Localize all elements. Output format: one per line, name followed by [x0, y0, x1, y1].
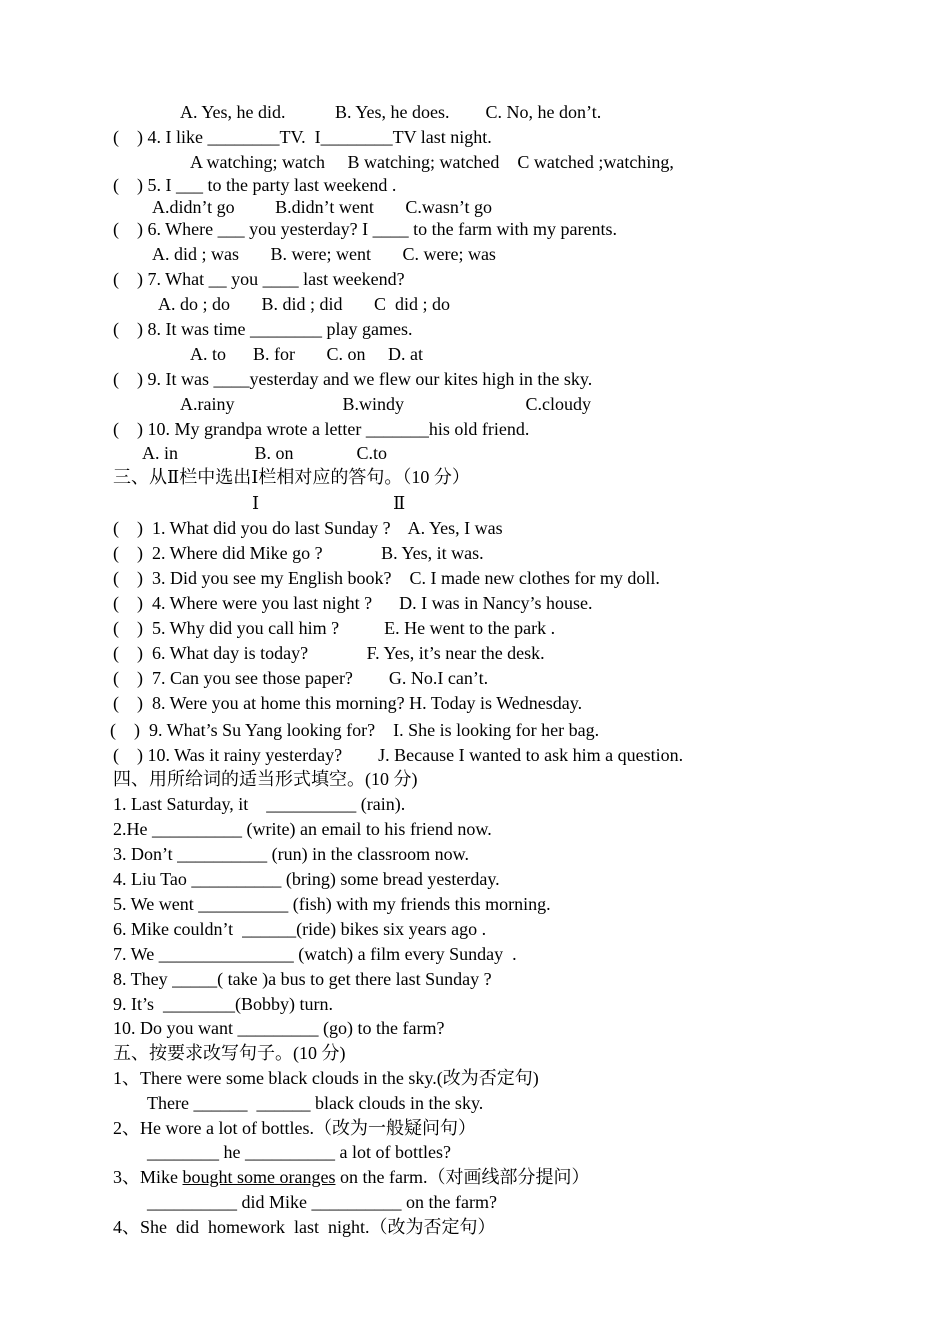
match-row-10: ( ) 10. Was it rainy yesterday? J. Because I wanted to ask him a question.	[113, 745, 684, 765]
rewrite-answer-1: There ______ ______ black clouds in the sky.	[147, 1093, 484, 1113]
fill-item-6: 6. Mike couldn’t ______(ride) bikes six years ago .	[113, 919, 487, 939]
fill-item-9: 9. It’s ________(Bobby) turn.	[113, 994, 333, 1014]
question-4: ( ) 4. I like ________TV. I________TV last night.	[113, 127, 492, 147]
match-row-3: ( ) 3. Did you see my English book? C. I made new clothes for my doll.	[113, 568, 660, 588]
match-row-4: ( ) 4. Where were you last night ? D. I was in Nancy’s house.	[113, 593, 593, 613]
match-row-1: ( ) 1. What did you do last Sunday ? A. Yes, I was	[113, 518, 503, 538]
rewrite-item-4: 4、She did homework last night.（改为否定句）	[113, 1217, 496, 1237]
fill-item-2: 2.He __________ (write) an email to his friend now.	[113, 819, 492, 839]
fill-item-10: 10. Do you want _________ (go) to the farm?	[113, 1018, 445, 1038]
q9-options: A.rainy B.windy C.cloudy	[180, 394, 591, 414]
column-2-label: Ⅱ	[393, 493, 406, 513]
rewrite-answer-3: __________ did Mike __________ on the farm?	[147, 1192, 497, 1212]
match-row-8: ( ) 8. Were you at home this morning? H. Today is Wednesday.	[113, 693, 583, 713]
match-row-2: ( ) 2. Where did Mike go ? B. Yes, it was.	[113, 543, 484, 563]
rewrite-item-2: 2、He wore a lot of bottles.（改为一般疑问句）	[113, 1118, 476, 1138]
fill-item-8: 8. They _____( take )a bus to get there last Sunday ?	[113, 969, 492, 989]
question-10: ( ) 10. My grandpa wrote a letter _______his old friend.	[113, 419, 530, 439]
section-5-heading: 五、按要求改写句子。(10 分)	[113, 1043, 346, 1063]
match-row-6: ( ) 6. What day is today? F. Yes, it’s near the desk.	[113, 643, 545, 663]
question-8: ( ) 8. It was time ________ play games.	[113, 319, 413, 339]
rewrite-item-3	[113, 1166, 589, 1188]
match-row-7: ( ) 7. Can you see those paper? G. No.I can’t.	[113, 668, 489, 688]
question-7: ( ) 7. What __ you ____ last weekend?	[113, 269, 405, 289]
q5-options: A.didn’t go B.didn’t went C.wasn’t go	[152, 197, 493, 217]
match-row-5: ( ) 5. Why did you call him ? E. He went to the park .	[113, 618, 556, 638]
q10-options: A. in B. on C.to	[142, 443, 388, 463]
q7-options: A. do ; do B. did ; did C did ; do	[158, 294, 451, 314]
rewrite-item-1: 1、There were some black clouds in the sky.(改为否定句)	[113, 1068, 539, 1088]
match-row-9: ( ) 9. What’s Su Yang looking for? I. She is looking for her bag.	[110, 720, 600, 740]
section-4-heading: 四、用所给词的适当形式填空。(10 分)	[113, 769, 418, 789]
rewrite-item-3-prefix: 3、Mike	[113, 1167, 183, 1187]
question-5: ( ) 5. I ___ to the party last weekend .	[113, 175, 397, 195]
fill-item-1: 1. Last Saturday, it __________ (rain).	[113, 794, 406, 814]
q4-options: A watching; watch B watching; watched C watched ;watching,	[190, 152, 674, 172]
question-6: ( ) 6. Where ___ you yesterday? I ____ to the farm with my parents.	[113, 219, 618, 239]
fill-item-3: 3. Don’t __________ (run) in the classroom now.	[113, 844, 469, 864]
column-1-label: Ⅰ	[252, 493, 260, 513]
rewrite-answer-2: ________ he __________ a lot of bottles?	[147, 1142, 451, 1162]
q6-options: A. did ; was B. were; went C. were; was	[152, 244, 496, 264]
q8-options: A. to B. for C. on D. at	[190, 344, 423, 364]
fill-item-4: 4. Liu Tao __________ (bring) some bread yesterday.	[113, 869, 500, 889]
question-9: ( ) 9. It was ____yesterday and we flew our kites high in the sky.	[113, 369, 593, 389]
q3-options: A. Yes, he did. B. Yes, he does. C. No, he don’t.	[180, 102, 602, 122]
rewrite-item-3-suffix: on the farm.（对画线部分提问）	[335, 1167, 590, 1187]
fill-item-5: 5. We went __________ (fish) with my friends this morning.	[113, 894, 551, 914]
rewrite-item-3-underlined: bought some oranges	[182, 1167, 336, 1187]
section-3-heading: 三、从Ⅱ栏中选出Ⅰ栏相对应的答句。（10 分）	[113, 467, 470, 487]
fill-item-7: 7. We _______________ (watch) a film every Sunday .	[113, 944, 517, 964]
